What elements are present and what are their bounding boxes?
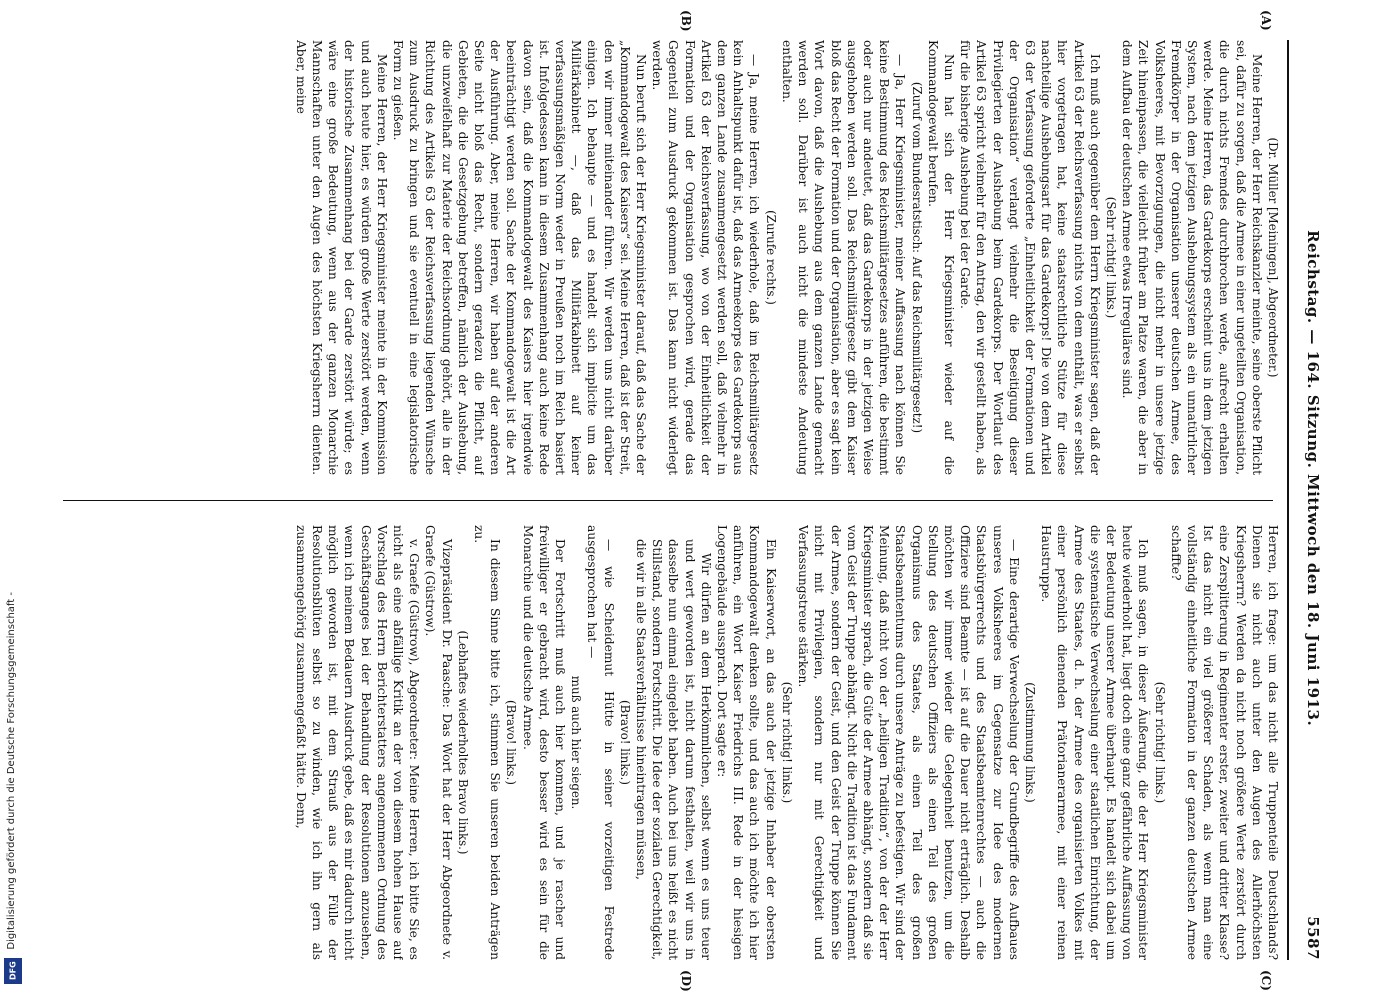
paragraph: Meine Herren, der Herr Reichskanzler meinte, seine oberste Pflicht sei, dafür zu sorgen, daß die Armee in einer ungeteilten Organisation, die durch nichts Fremdes durchbrochen werde, aufrecht erhalten werde. Meine Herren, das Gardekorps erscheint uns in dem jetzigen System, nach dem jetzigen Aushebungssystem als ein unnatürlicher Fremdkörper in der Organisation unserer deutschen Armee, des Volksheeres, mit Bevorzugungen, die nicht mehr in unsere jetzige Zeit hineinpassen, die vielleicht früher am Platze waren, die aber in dem Aufbau der deutschen Armee etwas Irreguläres sind.	[1120, 40, 1264, 475]
running-header	[1293, 40, 1333, 960]
margin-marker-b: (B)	[679, 10, 693, 32]
digitization-footer	[4, 0, 24, 990]
margin-marker-c: (C)	[1259, 970, 1273, 991]
page-number: 5587	[1304, 916, 1322, 960]
margin-marker-d: (D)	[679, 970, 693, 992]
funding-notice: Digitalisierung gefördert durch die Deutsche Forschungsgemeinschaft -	[6, 592, 17, 950]
quotation-aside: — wie Scheidemut Hütte in seiner vorzeitigen Festrede ausgesprochen hat —	[585, 525, 616, 960]
paragraph: Ein Kaiserwort, an das auch der jetzige Inhaber der obersten Kommandogewalt denken sollte, und das auch ich möchte ich hier anführen, ein Wort Kaiser Friedrichs III. Rede in der hiesigen Logengebäude aussprach. Dort sagte er:	[715, 525, 778, 960]
paragraph: — Ja, meine Herren, ich wiederhole, daß im Reichsmilitärgesetz kein Anhaltspunkt dafür ist, daß das Armeekorps des Gardekorps aus dem ganzen Lande zusammengesetzt werden soll, daß vielmehr in Artikel 63 der Reichsverfassung, wo von der Einheitlichkeit der Formation und der Organisation gesprochen wird, gerade das Gegenteil zum Ausdruck gekommen ist. Das kann nicht widerlegt werden.	[650, 40, 762, 475]
interjection: (Lebhaftes wiederholtes Bravo links.)	[455, 630, 470, 855]
document-page	[43, 10, 1333, 992]
left-column	[51, 40, 1281, 475]
right-column	[51, 525, 1281, 960]
paragraph: Ich muß auch gegenüber dem Herrn Kriegsminister sagen, daß der Artikel 63 der Reichsverfassung nichts von dem enthält, was er selbst hier vorgetragen hat, keine staatsrechtliche Stütze für diese nachteilige Aushebungsart für das Gardekorps! Die von dem Artikel 63 der Verfassung geforderte „Einheitlichkeit der Formationen und der Organisation“ verlangt vielmehr die Beseitigung dieser Privilegierten der Aushebung beim Gardekorps. Der Wortlaut des Artikel 63 spricht vielmehr für den Antrag, den wir gestellt haben, als für die bisherige Aushebung bei der Garde.	[958, 40, 1102, 475]
paragraph: Nun beruft sich der Herr Kriegsminister darauf, daß das Sache der „Kommandogewalt des Kaisers“ sei. Meine Herren, daß ist der Streit, den wir immer miteinander führen. Wir werden uns nicht darüber einigen. Ich behaupte — und es handelt sich implicite um das Militärkabinett —, daß das Militärkabinett auf keiner verfassungsmäßigen Norm weder in Preußen noch im Reich basiert ist. Infolgedessen kann in diesem Zusammenhang auch keine Rede davon sein, daß die Kommandogewalt des Kaisers hier irgendwie beeinträchtigt werden soll. Sache der Kommandogewalt ist die Art der Ausführung. Aber, meine Herren, wir haben auf der anderen Seite nicht bloß das Recht, sondern geradezu die Pflicht, auf Gebieten, die die Gesetzgebung betreffen, nämlich der Aushebung, die unzweifelhaft zur Materie der Reichsordnung gehört, alle in der Richtung des Artikels 63 der Reichsverfassung liegenden Wünsche zum Ausdruck zu bringen und sie eventuell in eine legislatorische Form zu gießen.	[391, 40, 649, 475]
interjection: (Zuruf vom Bundesratstisch: Auf das Reichsmilitärgesetz!)	[909, 81, 924, 434]
interjection: (Zustimmung links.)	[1022, 682, 1037, 803]
paragraph: Nun hat sich der Herr Kriegsminister wieder auf die Kommandogewalt berufen.	[925, 40, 956, 475]
paragraph: Herren, ich frage: um das nicht alle Truppenteile Deutschlands? Dienen sie nicht auch unter den Augen des Allerhöchsten Kriegsherrn? Werden da nicht noch größere Werte zerstört durch eine Zersplitterung in Regimenter erster, zweiter und dritter Klasse? Ist das nicht ein viel größerer Schaden, als wenn man eine vollständig einheitliche Formation in der ganzen deutschen Armee schaffte?	[1168, 525, 1280, 960]
paragraph: v. Graefe (Güstrow), Abgeordneter: Meine Herren, ich bitte Sie, es nicht als eine abfällige Kritik an der von diesem hohen Hause auf Vorschlag des Herrn Berichterstatters angenommenen Ordnung des Geschäftsganges bei der Behandlung der Resolutionen anzusehen, wenn ich meinem Bedauern Ausdruck gebe, daß es mir dadurch nicht möglich geworden ist, mit dem Strauß aus der Fülle der Resolutionsblüten selbst so zu winden, wie ich ihn gern als zusammengehörig zusammengefaßt hätte. Denn,	[293, 525, 422, 960]
interjection: (Sehr richtig! links.)	[779, 681, 794, 804]
interjection: (Bravo! links.)	[504, 700, 519, 785]
paragraph: In diesem Sinne bitte ich, stimmen Sie unseren beiden Anträgen zu.	[472, 525, 503, 960]
column-divider	[63, 500, 1273, 501]
paragraph: — Eine derartige Verwechselung der Grundbegriffe des Aufbaues unseres Volksheeres im Gegensatze zur Idee des modernen Staatsbürgerrechts und des Staatsbeamtenrechtes — auch die Offiziere sind Beamte — ist auf die Dauer nicht erträglich. Deshalb möchten wir immer wieder die Gelegenheit benutzen, um die Stellung des deutschen Offiziers als einen Teil des großen Organismus des Staates, als einen Teil des großen Staatsbeamtentums durch unsere Anträge zu befestigen. Wir sind der Meinung, daß nicht von der „heiligen Tradition“, von der der Herr Kriegsminister sprach, die Güte der Armee abhängt, sondern daß sie vom Geist der Truppe abhängt. Nicht die Tradition ist das Fundament der Armee, sondern der Geist, und den Geist der Truppe können Sie nicht mit Privilegien, sondern nur mit Gerechtigkeit und Verfassungstreue stärken.	[796, 525, 1021, 960]
paragraph: Meine Herren, der Herr Kriegsminister meinte in der Kommission und auch heute hier, es würden große Werte zerstört werden, wenn der historische Zusammenhang bei der Garde zerstört würde; es wäre eine große Bedeutung, wenn aus der ganzen Monarchie Mannschaften unter den Augen des höchsten Kriegsherrn dienten. Aber, meine	[293, 40, 389, 475]
speaker-tag: (Dr. Müller [Meiningen], Abgeordneter.)	[1266, 137, 1280, 378]
header-rule	[1287, 40, 1289, 960]
interjection: (Zurufe rechts.)	[763, 210, 778, 305]
quotation: muß auch hier siegen.	[569, 675, 584, 810]
interjection: (Sehr richtig! links.)	[1103, 196, 1118, 319]
paragraph: Ich muß sagen, in dieser Äußerung, die der Herr Kriegsminister heute wiederholt hat, liegt doch eine ganz gefährliche Auffassung von der Bedeutung unserer Armee überhaupt. Es handelt sich dabei um die systematische Verwechselung einer staatlichen Einrichtung, der Armee des Staates, d. h. der Armee des organisierten Volkes mit einer persönlich dienenden Prätorianerarmee, mit einer reinen Haustruppe.	[1039, 525, 1151, 960]
dfg-logo: DFG	[4, 958, 22, 984]
paragraph: Vizepräsident Dr. Paasche: Das Wort hat der Herr Abgeordnete v. Graefe (Güstrow).	[423, 525, 454, 960]
margin-marker-a: (A)	[1259, 10, 1273, 31]
interjection: (Sehr richtig! links.)	[1152, 681, 1167, 804]
paragraph: — Ja, Herr Kriegsminister, meiner Auffassung nach können Sie keine Bestimmung des Reichsmilitärgesetzes anführen, die bestimmt oder auch nur andeutet, daß das Gardekorps in der jetzigen Weise ausgehoben werden soll. Das Reichsmilitärgesetz gibt dem Kaiser bloß das Recht der Formation und der Organisation, aber es sagt kein Wort davon, daß die Aushebung aus dem ganzen Lande gemacht werden soll. Darüber ist auch nicht die mindeste Andeutung enthalten.	[779, 40, 908, 475]
header-title: Reichstag. — 164. Sitzung. Mittwoch den 18. Juni 1913.	[1304, 230, 1322, 727]
quotation: Der Fortschritt muß auch hier kommen, und je rascher und freiwilliger er gebracht wird, desto besser wird es sein für die Monarchie und die deutsche Armee.	[520, 525, 568, 960]
interjection: (Bravo! links.)	[617, 700, 632, 785]
quotation: Wir dürfen an dem Herkömmlichen, selbst wenn es uns teuer und wert geworden ist, nicht darum festhalten, weil wir uns in dasselbe nun einmal eingelebt haben. Auch bei uns heißt es nicht Stillstand, sondern Fortschritt. Die Idee der sozialen Gerechtigkeit, die wir in alle Staatsverhältnisse hineintragen müssen,	[634, 539, 713, 960]
